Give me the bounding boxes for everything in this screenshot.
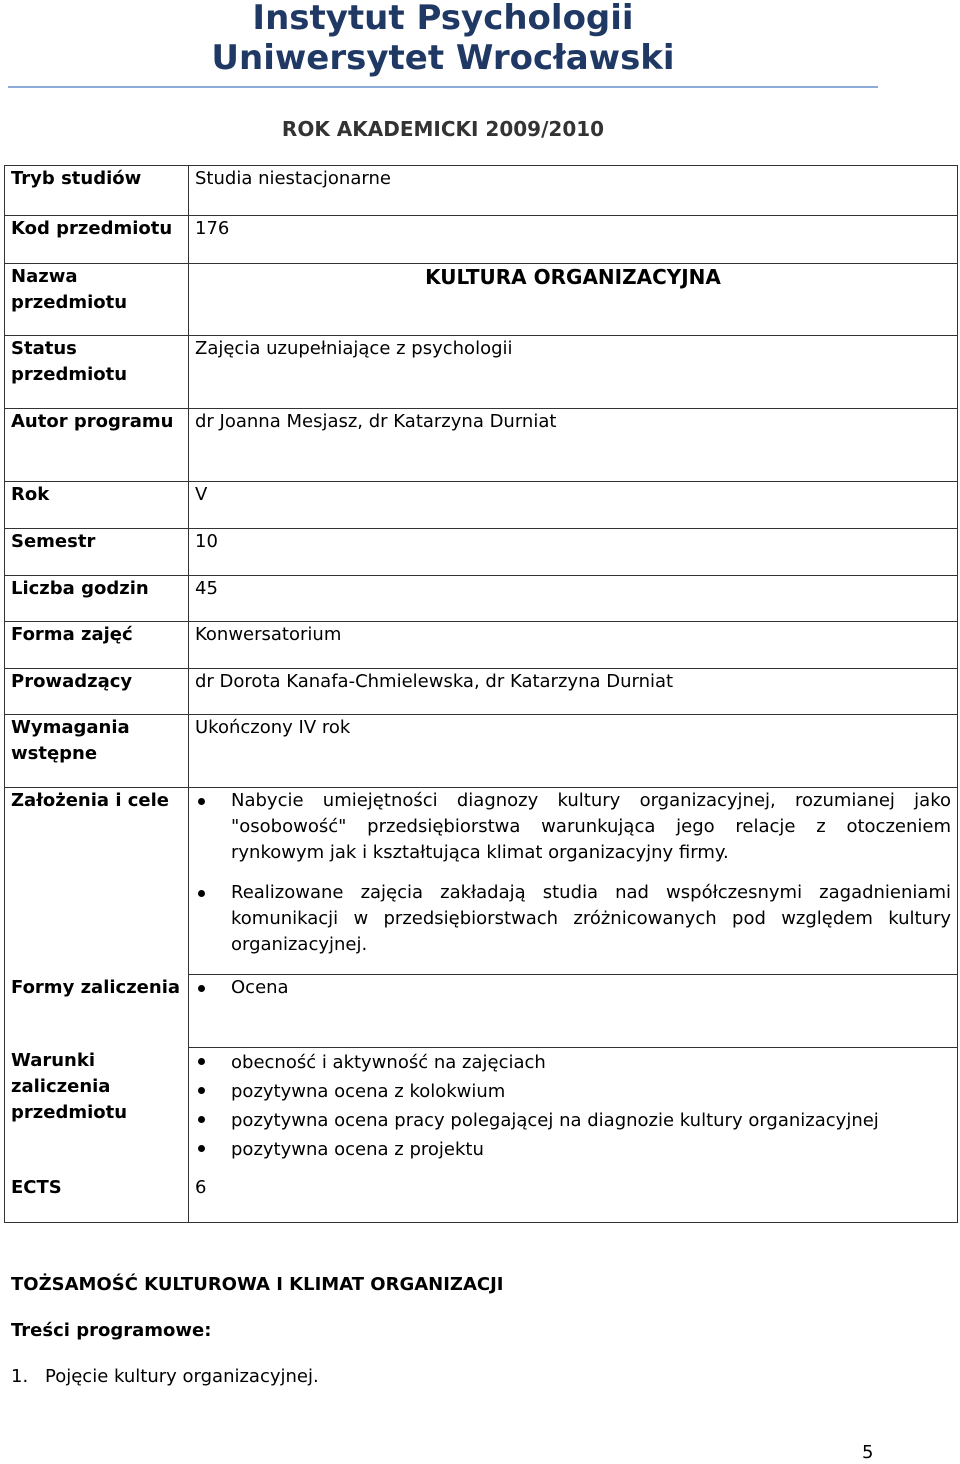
item-text: Pojęcie kultury organizacyjnej. — [45, 1366, 319, 1387]
row-zalozenia — [5, 788, 958, 975]
assessment-forms-list — [195, 975, 951, 1001]
value-rok: V — [189, 482, 958, 529]
label-wymagania: Wymagania wstępne — [5, 715, 189, 788]
value-prowadzacy: dr Dorota Kanafa-Chmielewska, dr Katarzyna Durniat — [189, 669, 958, 715]
row-formy — [5, 975, 958, 1048]
label-prowadzacy: Prowadzący — [5, 669, 189, 715]
value-status: Zajęcia uzupełniające z psychologii — [189, 336, 958, 409]
row-warunki — [5, 1048, 958, 1175]
label-semestr: Semestr — [5, 529, 189, 576]
row-wymagania — [5, 715, 958, 788]
value-semestr: 10 — [189, 529, 958, 576]
label-zalozenia: Założenia i cele — [5, 788, 189, 975]
pass-conditions-list — [195, 1048, 951, 1164]
value-ects: 6 — [189, 1175, 958, 1223]
row-semestr — [5, 529, 958, 576]
goals-list — [195, 788, 951, 958]
value-warunki — [189, 1048, 958, 1175]
row-nazwa — [5, 264, 958, 336]
label-autor: Autor programu — [5, 409, 189, 482]
row-rok — [5, 482, 958, 529]
row-kod — [5, 216, 958, 264]
label-godziny: Liczba godzin — [5, 576, 189, 622]
label-tryb: Tryb studiów — [5, 166, 189, 216]
page-number: 5 — [862, 1442, 874, 1463]
value-godziny: 45 — [189, 576, 958, 622]
institute-name: Instytut Psychologii — [252, 0, 634, 38]
label-warunki: Warunki zaliczenia przedmiotu — [5, 1048, 189, 1175]
label-status: Status przedmiotu — [5, 336, 189, 409]
label-formy: Formy zaliczenia — [5, 975, 189, 1048]
label-rok: Rok — [5, 482, 189, 529]
value-zalozenia — [189, 788, 958, 975]
row-ects — [5, 1175, 958, 1223]
row-status — [5, 336, 958, 409]
program-content-item — [11, 1364, 319, 1390]
row-forma — [5, 622, 958, 669]
university-name: Uniwersytet Wrocławski — [211, 38, 675, 78]
pass-condition-item: pozytywna ocena z kolokwium — [195, 1077, 951, 1106]
pass-condition-item: pozytywna ocena z projektu — [195, 1135, 951, 1164]
academic-year: ROK AKADEMICKI 2009/2010 — [281, 117, 605, 141]
value-tryb: Studia niestacjonarne — [189, 166, 958, 216]
label-kod: Kod przedmiotu — [5, 216, 189, 264]
section-title: TOŻSAMOŚĆ KULTUROWA I KLIMAT ORGANIZACJI — [11, 1274, 504, 1295]
item-number: 1. — [11, 1366, 29, 1387]
section-subtitle: Treści programowe: — [11, 1320, 212, 1341]
row-tryb — [5, 166, 958, 216]
pass-condition-item: obecność i aktywność na zajęciach — [195, 1048, 951, 1077]
row-godziny — [5, 576, 958, 622]
goal-item: Realizowane zajęcia zakładają studia nad współczesnymi zagadnieniami komunikacji w przedsiębiorstwach zróżnicowanych pod względem kultury organizacyjnej. — [195, 880, 951, 958]
value-formy — [189, 975, 958, 1048]
pass-condition-item: pozytywna ocena pracy polegającej na diagnozie kultury organizacyjnej — [195, 1106, 951, 1135]
assessment-form-item: Ocena — [195, 975, 951, 1001]
row-prowadzacy — [5, 669, 958, 715]
value-forma: Konwersatorium — [189, 622, 958, 669]
row-autor — [5, 409, 958, 482]
value-nazwa: KULTURA ORGANIZACYJNA — [189, 264, 958, 336]
value-wymagania: Ukończony IV rok — [189, 715, 958, 788]
value-kod: 176 — [189, 216, 958, 264]
header-rule — [8, 86, 878, 88]
course-info-table — [4, 165, 958, 1223]
label-ects: ECTS — [5, 1175, 189, 1223]
label-forma: Forma zajęć — [5, 622, 189, 669]
goal-item: Nabycie umiejętności diagnozy kultury organizacyjnej, rozumianej jako "osobowość" przedsiębiorstwa warunkująca jego relacje z otoczeniem rynkowym jak i kształtująca klimat organizacyjny firmy. — [195, 788, 951, 866]
value-autor: dr Joanna Mesjasz, dr Katarzyna Durniat — [189, 409, 958, 482]
label-nazwa: Nazwa przedmiotu — [5, 264, 189, 336]
